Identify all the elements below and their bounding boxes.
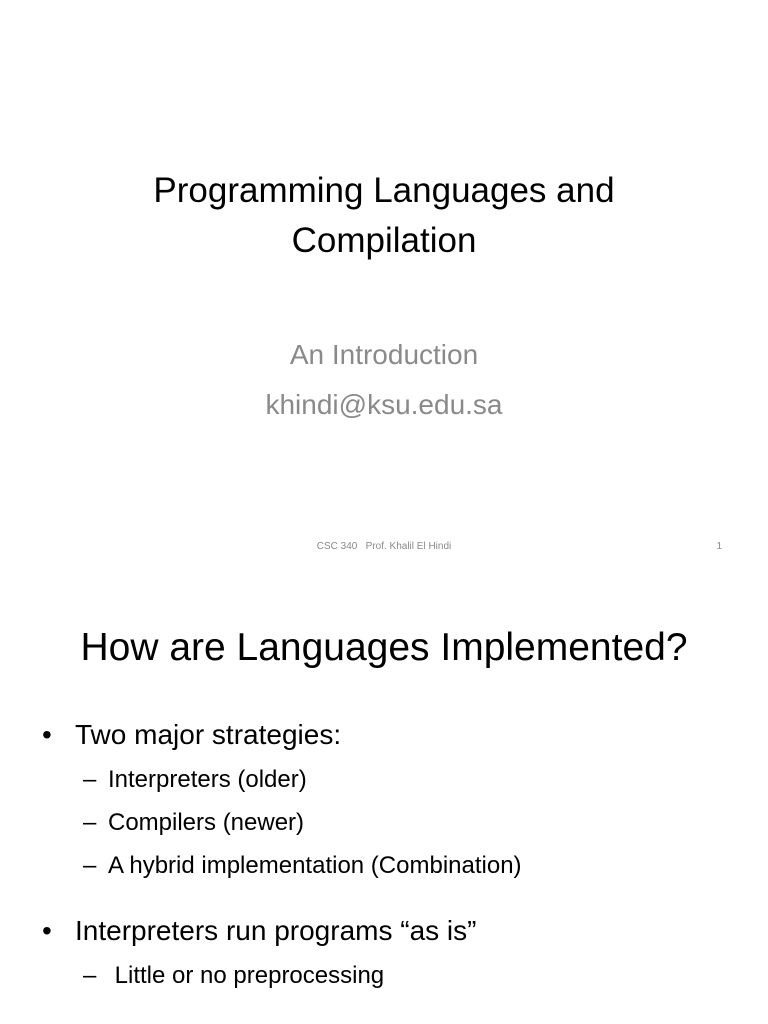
sub-bullet-dash: – xyxy=(83,809,97,836)
sub-bullet-item xyxy=(42,954,742,997)
slide-1-subtitle xyxy=(40,330,728,430)
sub-bullet-group xyxy=(42,758,742,887)
title-line-2: Compilation xyxy=(291,221,477,260)
sub-bullet-item xyxy=(42,758,742,801)
spacer xyxy=(42,887,742,908)
sub-bullet-list xyxy=(42,954,742,997)
slide-1-footer xyxy=(0,541,768,557)
page-number: 1 xyxy=(716,541,722,552)
bullet-text: Interpreters run programs “as is” xyxy=(75,915,477,946)
bullet-item xyxy=(42,908,742,954)
slide-2-title: How are Languages Implemented? xyxy=(80,626,688,669)
sub-bullet-text: Compilers (newer) xyxy=(108,809,305,836)
sub-bullet-item xyxy=(42,801,742,844)
bullet-item xyxy=(42,712,742,758)
bullet-dot: • xyxy=(42,719,52,750)
slide-1-title xyxy=(40,166,728,266)
sub-bullet-list xyxy=(42,758,742,887)
subtitle-email: khindi@ksu.edu.sa xyxy=(265,389,503,420)
title-line-1: Programming Languages and xyxy=(153,171,615,210)
sub-bullet-text: Little or no preprocessing xyxy=(108,962,385,989)
sub-bullet-item xyxy=(42,844,742,887)
sub-bullet-text: Interpreters (older) xyxy=(108,766,307,793)
sub-bullet-dash: – xyxy=(83,852,97,879)
footer-course-text: CSC 340 Prof. Khalil El Hindi xyxy=(316,541,452,552)
slide-2 xyxy=(0,576,768,1024)
sub-bullet-dash: – xyxy=(83,766,97,793)
bullet-list xyxy=(42,712,742,997)
sub-bullet-dash: – xyxy=(83,962,97,989)
bullet-dot: • xyxy=(42,915,52,946)
sub-bullet-text: A hybrid implementation (Combination) xyxy=(108,852,522,879)
subtitle-line-1: An Introduction xyxy=(289,339,479,370)
sub-bullet-group xyxy=(42,954,742,997)
bullet-text: Two major strategies: xyxy=(75,719,342,750)
